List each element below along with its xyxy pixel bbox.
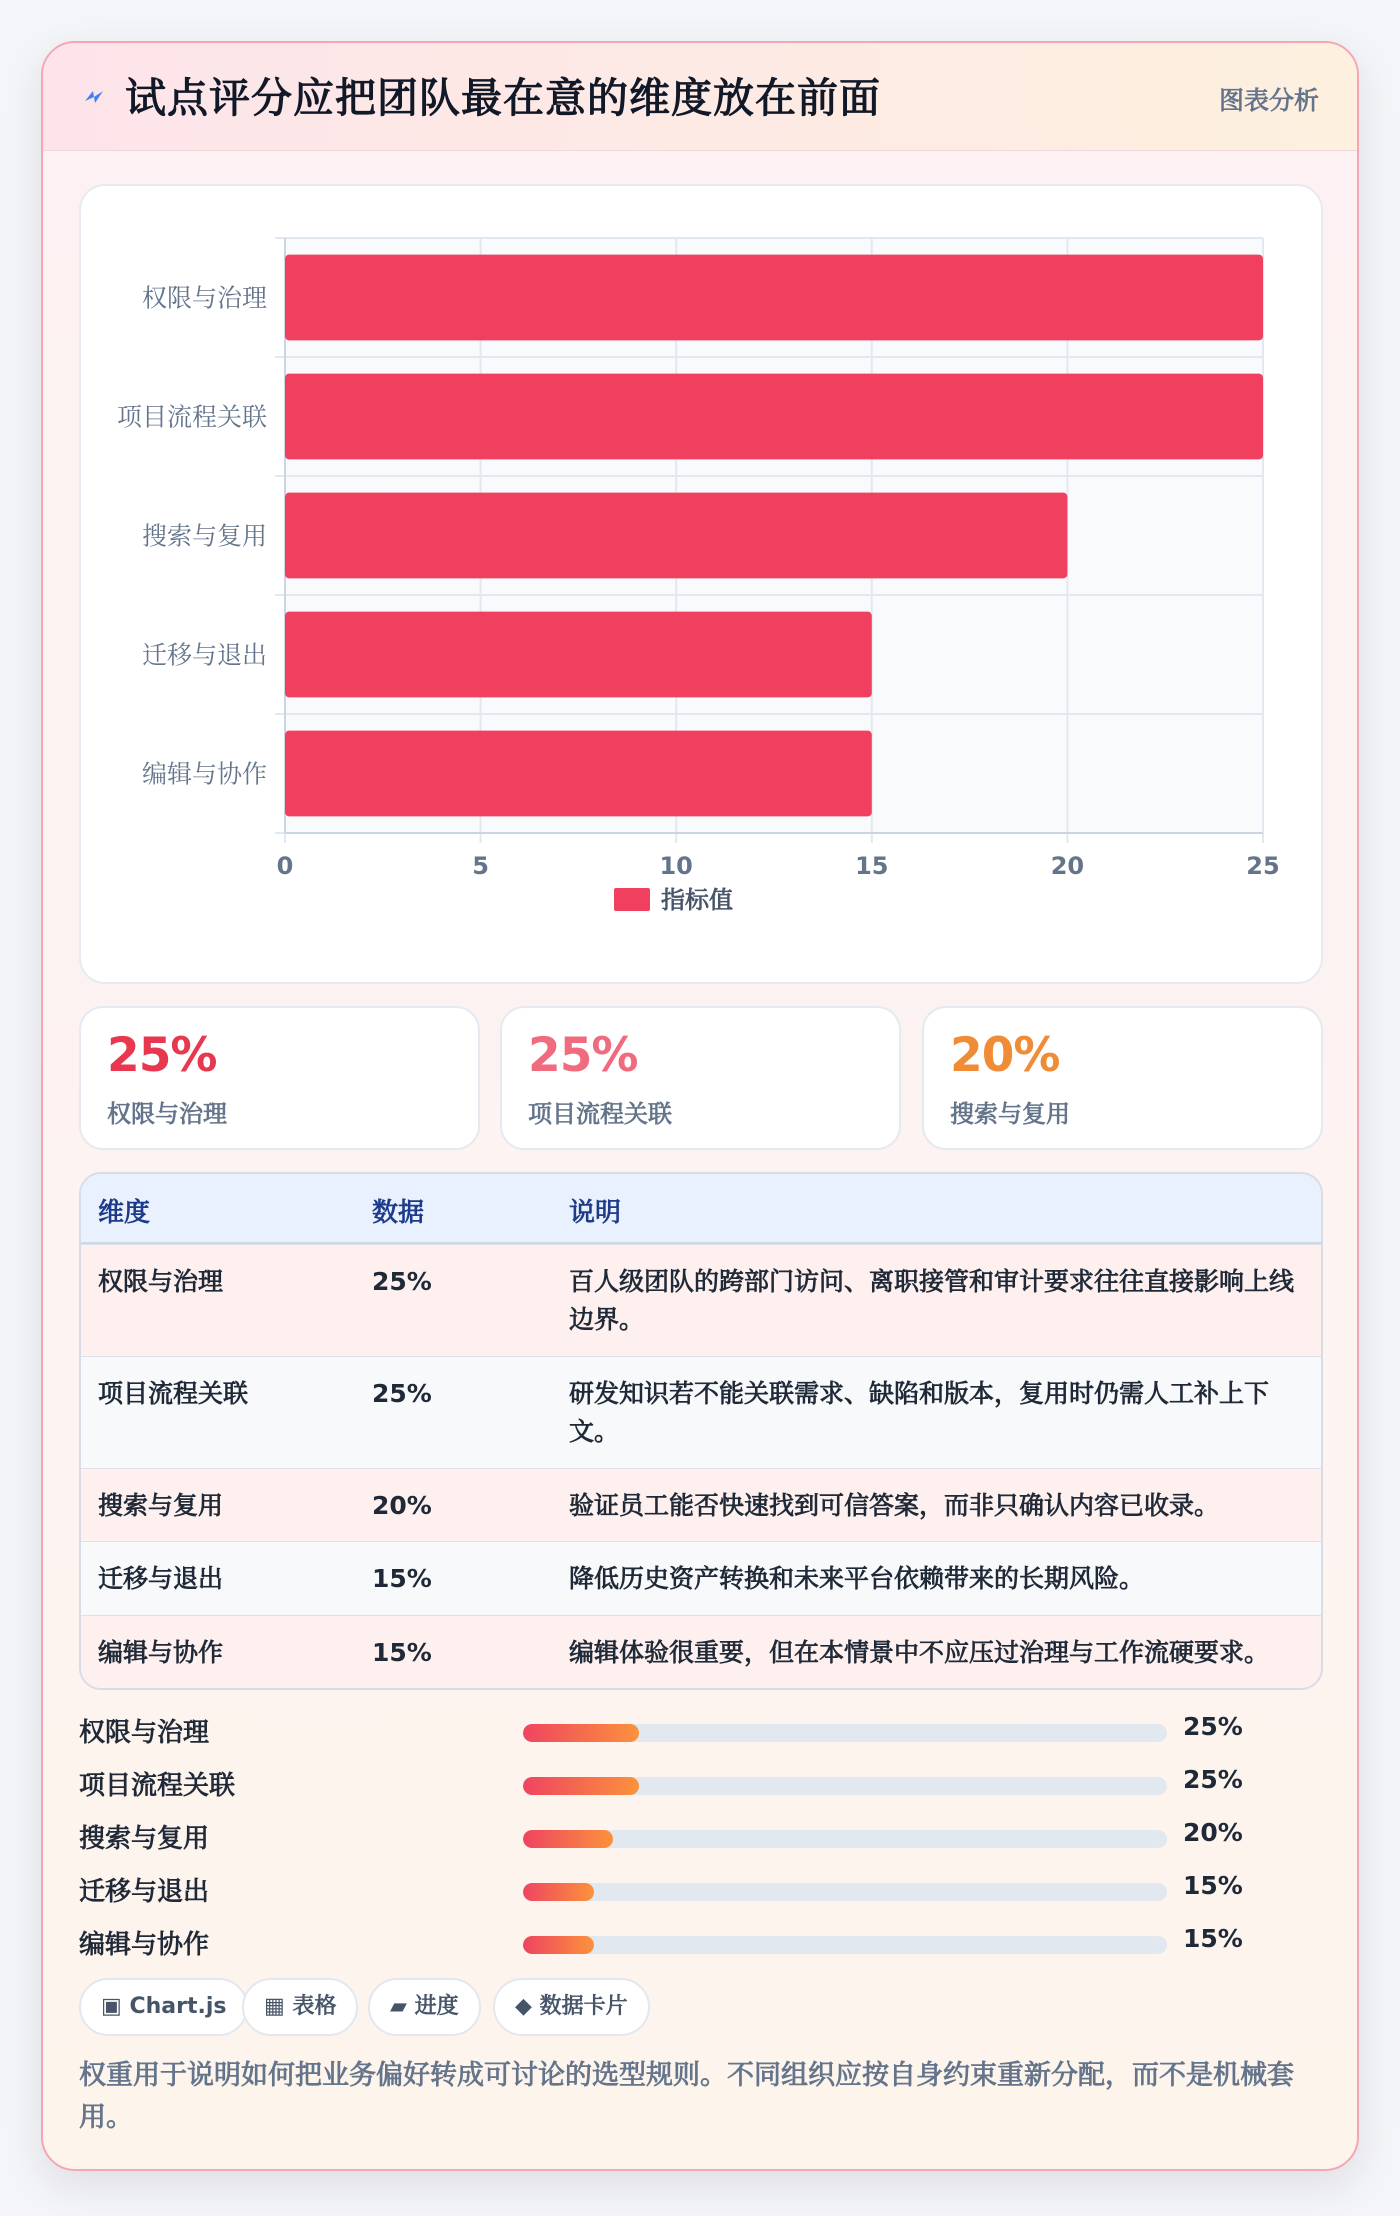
x-tick-label: 5 xyxy=(472,852,489,880)
progress-label: 项目流程关联 xyxy=(79,1771,236,1801)
chip-label: Chart.js xyxy=(129,1994,227,2019)
diamond-icon: ◆ xyxy=(515,1994,532,2019)
cell-data: 25% xyxy=(372,1267,432,1296)
progress-fill xyxy=(523,1830,613,1848)
progress-label: 编辑与协作 xyxy=(79,1930,210,1960)
bar-chart xyxy=(81,186,1325,986)
chip-table[interactable] xyxy=(242,1978,358,2036)
table-row xyxy=(81,1356,1321,1468)
table-row xyxy=(81,1244,1321,1356)
table-row xyxy=(81,1541,1321,1615)
bar xyxy=(285,493,1067,579)
progress-track xyxy=(523,1724,1167,1742)
kpi-card xyxy=(922,1006,1323,1150)
chip-data-cards[interactable] xyxy=(493,1978,650,2036)
progress-track xyxy=(523,1936,1167,1954)
cell-data: 20% xyxy=(372,1491,432,1520)
chart-analysis-tag[interactable]: 图表分析 xyxy=(1218,86,1319,115)
x-tick-label: 15 xyxy=(855,852,889,880)
kpi-cards xyxy=(79,1006,1323,1150)
progress-fill xyxy=(523,1936,594,1954)
bar xyxy=(285,255,1263,341)
y-tick-label: 项目流程关联 xyxy=(116,402,267,432)
x-tick-label: 10 xyxy=(659,852,693,880)
table-row xyxy=(81,1615,1321,1690)
chart-icon: ▣ xyxy=(101,1994,122,2019)
kpi-label: 搜索与复用 xyxy=(950,1100,1070,1128)
cell-dimension: 权限与治理 xyxy=(98,1267,224,1296)
chip-label: 进度 xyxy=(414,1994,459,2019)
cell-data: 25% xyxy=(372,1379,432,1408)
progress-value: 25% xyxy=(1183,1765,1243,1794)
kpi-value: 25% xyxy=(528,1028,638,1083)
kpi-label: 项目流程关联 xyxy=(528,1100,672,1128)
column-header-data: 数据 xyxy=(372,1198,425,1228)
cell-note: 研发知识若不能关联需求、缺陷和版本，复用时仍需人工补上下文。 xyxy=(569,1379,1270,1446)
progress-track xyxy=(523,1830,1167,1848)
legend-label: 指标值 xyxy=(661,886,733,914)
progress-value: 15% xyxy=(1183,1871,1243,1900)
progress-row xyxy=(79,1704,1323,1757)
column-header-dimension: 维度 xyxy=(98,1198,151,1228)
chip-progress[interactable] xyxy=(368,1978,481,2036)
page-title: 试点评分应把团队最在意的维度放在前面 xyxy=(125,74,881,122)
progress-value: 15% xyxy=(1183,1924,1243,1953)
table-icon: ▦ xyxy=(264,1994,285,2019)
progress-row xyxy=(79,1757,1323,1810)
x-tick-label: 20 xyxy=(1050,852,1085,880)
cell-note: 百人级团队的跨部门访问、离职接管和审计要求往往直接影响上线边界。 xyxy=(569,1267,1295,1334)
card-header xyxy=(43,43,1357,151)
cell-dimension: 编辑与协作 xyxy=(98,1638,224,1667)
progress-track xyxy=(523,1883,1167,1901)
cell-data: 15% xyxy=(372,1638,432,1667)
cell-dimension: 项目流程关联 xyxy=(98,1379,249,1408)
cell-note: 编辑体验很重要，但在本情景中不应压过治理与工作流硬要求。 xyxy=(569,1638,1270,1667)
kpi-label: 权限与治理 xyxy=(107,1100,227,1128)
progress-value: 25% xyxy=(1183,1712,1243,1741)
y-tick-label: 迁移与退出 xyxy=(141,640,267,670)
kpi-card xyxy=(500,1006,901,1150)
progress-list xyxy=(79,1704,1323,1960)
cell-note: 降低历史资产转换和未来平台依赖带来的长期风险。 xyxy=(569,1564,1145,1593)
kpi-value: 25% xyxy=(107,1028,217,1083)
bar xyxy=(285,731,872,817)
progress-fill xyxy=(523,1777,639,1795)
progress-label: 迁移与退出 xyxy=(79,1877,210,1907)
progress-label: 权限与治理 xyxy=(79,1718,210,1748)
legend-swatch xyxy=(614,888,650,911)
progress-fill xyxy=(523,1724,639,1742)
bar-chart-panel xyxy=(79,184,1323,984)
progress-fill xyxy=(523,1883,594,1901)
chip-label: 数据卡片 xyxy=(539,1994,628,2019)
cell-dimension: 搜索与复用 xyxy=(98,1491,224,1520)
analysis-card xyxy=(41,41,1359,2171)
y-tick-label: 编辑与协作 xyxy=(141,759,267,789)
table-header-row xyxy=(81,1174,1321,1244)
y-tick-label: 搜索与复用 xyxy=(141,521,267,551)
chip-label: 表格 xyxy=(292,1994,337,2019)
column-header-note: 说明 xyxy=(569,1198,622,1228)
progress-value: 20% xyxy=(1183,1818,1243,1847)
bar xyxy=(285,374,1263,460)
table-row xyxy=(81,1468,1321,1541)
progress-track xyxy=(523,1777,1167,1795)
progress-row xyxy=(79,1863,1323,1916)
bolt-icon xyxy=(81,79,107,115)
footnote: 权重用于说明如何把业务偏好转成可讨论的选型规则。不同组织应按自身约束重新分配，而不是机械套用。 xyxy=(79,2060,1294,2133)
chip-chartjs[interactable] xyxy=(79,1978,248,2036)
cell-note: 验证员工能否快速找到可信答案，而非只确认内容已收录。 xyxy=(569,1491,1220,1520)
progress-row xyxy=(79,1810,1323,1863)
y-tick-label: 权限与治理 xyxy=(141,283,267,313)
kpi-card xyxy=(79,1006,480,1150)
bar xyxy=(285,612,872,698)
progress-row xyxy=(79,1916,1323,1969)
kpi-value: 20% xyxy=(950,1028,1060,1083)
progress-icon: ▰ xyxy=(390,1994,407,2019)
cell-dimension: 迁移与退出 xyxy=(98,1564,224,1593)
x-tick-label: 25 xyxy=(1246,852,1280,880)
weights-table xyxy=(79,1172,1323,1690)
progress-label: 搜索与复用 xyxy=(79,1824,210,1854)
x-tick-label: 0 xyxy=(276,852,294,880)
cell-data: 15% xyxy=(372,1564,432,1593)
